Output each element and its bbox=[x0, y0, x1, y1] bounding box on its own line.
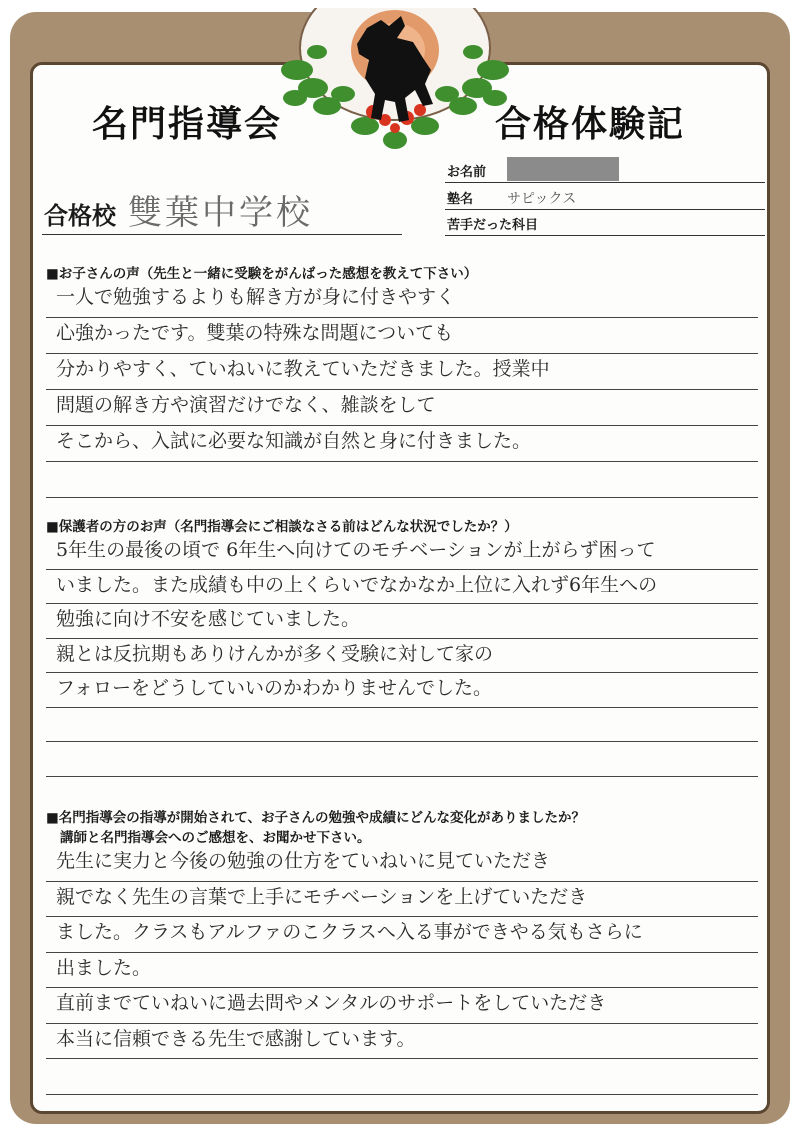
handwritten-line bbox=[46, 708, 758, 743]
handwritten-line: 勉強に向け不安を感じていました。 bbox=[46, 604, 758, 639]
handwritten-line bbox=[46, 1059, 758, 1095]
change-lines bbox=[46, 846, 758, 1095]
school-value: 雙葉中学校 bbox=[128, 193, 313, 233]
handwritten-line: いました。また成績も中の上くらいでなかなか上位に入れず6年生への bbox=[46, 570, 758, 605]
handwritten-line: 直前までていねいに過去問やメンタルのサポートをしていただき bbox=[46, 988, 758, 1024]
handwritten-line: 分かりやすく、ていねいに教えていただきました。授業中 bbox=[46, 354, 758, 390]
document-title: 合格体験記 bbox=[495, 104, 686, 145]
horse-emblem-icon bbox=[255, 8, 535, 168]
handwritten-line: 親でなく先生の言葉で上手にモチベーションを上げていただき bbox=[46, 882, 758, 918]
parent-voice-heading: ■保護者の方のお声（名門指導会にご相談なさる前はどんな状況でしたか？） bbox=[46, 519, 518, 535]
name-label: お名前 bbox=[447, 165, 487, 180]
child-voice-lines bbox=[46, 282, 758, 498]
handwritten-line: 一人で勉強するよりも解き方が身に付きやすく bbox=[46, 282, 758, 318]
handwritten-line: 本当に信頼できる先生で感謝しています。 bbox=[46, 1024, 758, 1060]
brand-title: 名門指導会 bbox=[92, 104, 283, 145]
parent-voice-lines bbox=[46, 535, 758, 777]
name-row bbox=[445, 160, 765, 183]
impression-heading: 講師と名門指導会へのご感想を、お聞かせ下さい。 bbox=[60, 830, 371, 846]
change-heading: ■名門指導会の指導が開始されて、お子さんの勉強や成績にどんな変化がありましたか？ bbox=[46, 810, 585, 826]
handwritten-line: 心強かったです。雙葉の特殊な問題についても bbox=[46, 318, 758, 354]
handwritten-line: そこから、入試に必要な知識が自然と身に付きました。 bbox=[46, 426, 758, 462]
juku-value: サピックス bbox=[507, 191, 577, 207]
juku-label: 塾名 bbox=[447, 192, 474, 207]
school-label: 合格校 bbox=[44, 202, 116, 230]
juku-row bbox=[445, 187, 765, 210]
handwritten-line bbox=[46, 742, 758, 777]
handwritten-line: ました。クラスもアルファのこクラスへ入る事ができやる気もさらに bbox=[46, 917, 758, 953]
handwritten-line: フォローをどうしていいのかわかりませんでした。 bbox=[46, 673, 758, 708]
handwritten-line: 親とは反抗期もありけんかが多く受験に対して家の bbox=[46, 639, 758, 674]
child-voice-heading: ■お子さんの声（先生と一緒に受験をがんばった感想を教えて下さい） bbox=[46, 266, 478, 282]
subject-label: 苦手だった科目 bbox=[447, 218, 539, 233]
passed-school-row bbox=[42, 190, 402, 235]
subject-row bbox=[445, 213, 765, 236]
handwritten-line: 出ました。 bbox=[46, 953, 758, 989]
redacted-name bbox=[507, 157, 619, 181]
handwritten-line: 5年生の最後の頃で 6年生へ向けてのモチベーションが上がらず困って bbox=[46, 535, 758, 570]
handwritten-line: 先生に実力と今後の勉強の仕方をていねいに見ていただき bbox=[46, 846, 758, 882]
handwritten-line: 問題の解き方や演習だけでなく、雑談をして bbox=[46, 390, 758, 426]
handwritten-line bbox=[46, 462, 758, 498]
